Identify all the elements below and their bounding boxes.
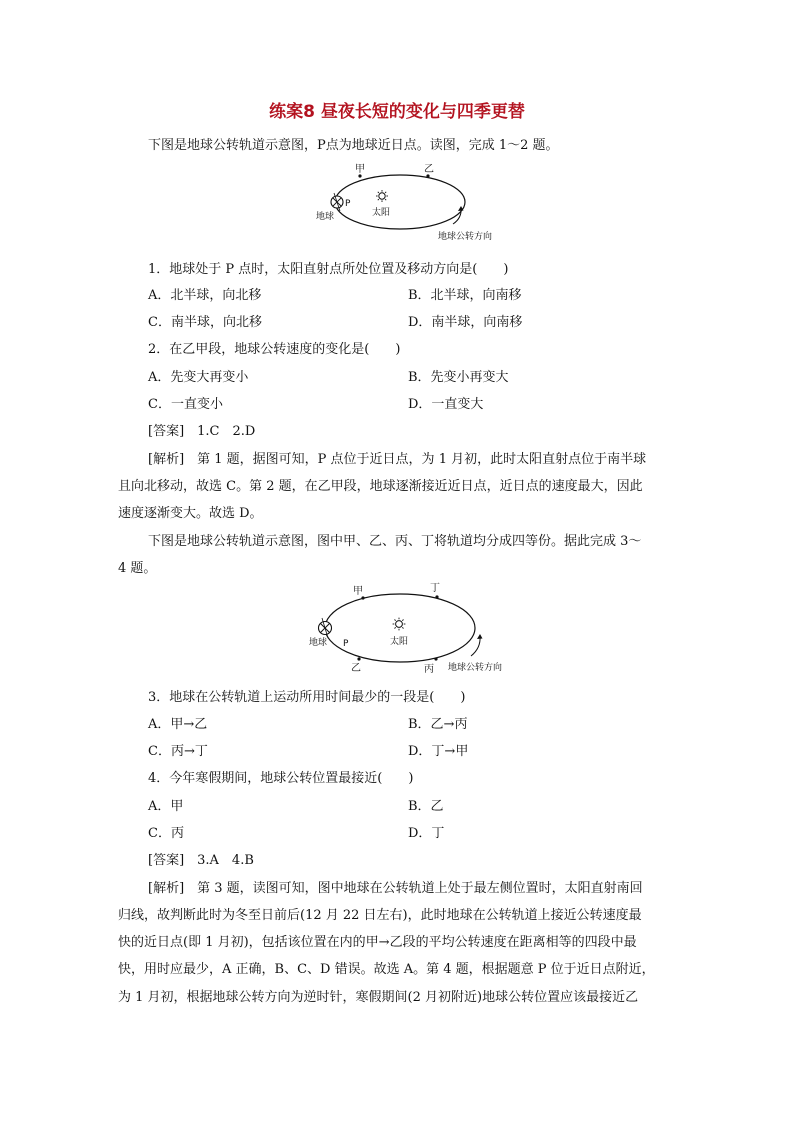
sun-icon (393, 618, 406, 631)
label-yi: 乙 (424, 164, 434, 175)
label-jia: 甲 (355, 164, 365, 175)
q4-option-c[interactable]: C．丙 (148, 826, 184, 841)
question-4-stem: 4．今年寒假期间，地球公转位置最接近( ) (148, 771, 414, 786)
analysis-2-line-3: 快的近日点(即 1 月初)，包括该位置在内的甲→乙段的平均公转速度在距离相等的四段中最 (118, 935, 637, 950)
label-jia: 甲 (353, 586, 363, 597)
q2-option-a[interactable]: A．先变大再变小 (148, 370, 249, 385)
q2-option-d[interactable]: D．一直变大 (408, 397, 484, 412)
label-ding: 丁 (430, 583, 440, 594)
question-1-stem: 1．地球处于 P 点时，太阳直射点所处位置及移动方向是( ) (148, 262, 509, 277)
q2-option-c[interactable]: C．一直变小 (148, 397, 223, 412)
q4-option-a[interactable]: A．甲 (148, 799, 184, 814)
analysis-1-line-1: [解析] 第 1 题，据图可知，P 点位于近日点，为 1 月初，此时太阳直射点位于南半球 (148, 452, 647, 467)
q1-option-c[interactable]: C．南半球，向北移 (148, 315, 262, 330)
q4-option-b[interactable]: B．乙 (408, 799, 444, 814)
label-sun: 太阳 (372, 208, 391, 218)
orbit-ellipse (325, 594, 475, 662)
q1-option-d[interactable]: D．南半球，向南移 (408, 315, 523, 330)
q4-option-d[interactable]: D．丁 (408, 826, 445, 841)
q3-option-d[interactable]: D．丁→甲 (408, 744, 469, 759)
intro-text-1: 下图是地球公转轨道示意图，P点为地球近日点。读图，完成 1～2 题。 (148, 138, 559, 153)
q1-option-b[interactable]: B．北半球，向南移 (408, 288, 522, 303)
analysis-1-line-2: 且向北移动，故选 C。第 2 题，在乙甲段，地球逐渐接近近日点，近日点的速度最大，因此 (118, 479, 643, 494)
sun-icon (376, 190, 388, 202)
orbit-diagram-1 (310, 160, 500, 244)
earth-icon (319, 618, 332, 638)
q2-option-b[interactable]: B．先变小再变大 (408, 370, 509, 385)
label-direction: 地球公转方向 (448, 663, 503, 673)
analysis-2-line-5: 为 1 月初，根据地球公转方向为逆时针，寒假期间(2 月初附近)地球公转位置应该最接近乙 (118, 990, 639, 1005)
q1-option-a[interactable]: A．北半球，向北移 (148, 288, 262, 303)
q3-option-b[interactable]: B．乙→丙 (408, 717, 468, 732)
intro-text-2-line-2: 4 题。 (118, 561, 157, 576)
analysis-2-line-1: [解析] 第 3 题，读图可知，图中地球在公转轨道上处于最左侧位置时，太阳直射南回 (148, 881, 643, 896)
label-direction: 地球公转方向 (438, 232, 493, 242)
intro-text-2-line-1: 下图是地球公转轨道示意图，图中甲、乙、丙、丁将轨道均分成四等份。据此完成 3～ (148, 534, 642, 549)
label-bing: 丙 (424, 664, 434, 675)
question-3-stem: 3．地球在公转轨道上运动所用时间最少的一段是( ) (148, 690, 466, 705)
label-earth: 地球 (316, 212, 335, 222)
q3-option-a[interactable]: A．甲→乙 (148, 717, 208, 732)
label-earth: 地球 (309, 638, 328, 648)
orbit-ellipse (335, 175, 465, 229)
question-2-stem: 2．在乙甲段，地球公转速度的变化是( ) (148, 342, 401, 357)
q3-option-c[interactable]: C．丙→丁 (148, 744, 208, 759)
label-p: P (345, 199, 351, 209)
orbit-diagram-2 (305, 578, 525, 676)
answer-1: [答案] 1.C 2.D (148, 424, 256, 439)
earth-icon (331, 193, 343, 211)
analysis-1-line-3: 速度逐渐变大。故选 D。 (118, 506, 263, 521)
analysis-2-line-2: 归线，故判断此时为冬至日前后(12 月 22 日左右)，此时地球在公转轨道上接近公转速度最 (118, 908, 642, 923)
label-p: P (343, 639, 349, 649)
direction-arrow (471, 636, 480, 656)
page-title: 练案8 昼夜长短的变化与四季更替 (269, 102, 525, 122)
label-yi: 乙 (351, 663, 361, 674)
answer-2: [答案] 3.A 4.B (148, 853, 254, 868)
label-sun: 太阳 (390, 637, 409, 647)
analysis-2-line-4: 快，用时应最少，A 正确，B、C、D 错误。故选 A。第 4 题，根据题意 P 位于近日点附近， (118, 962, 655, 977)
